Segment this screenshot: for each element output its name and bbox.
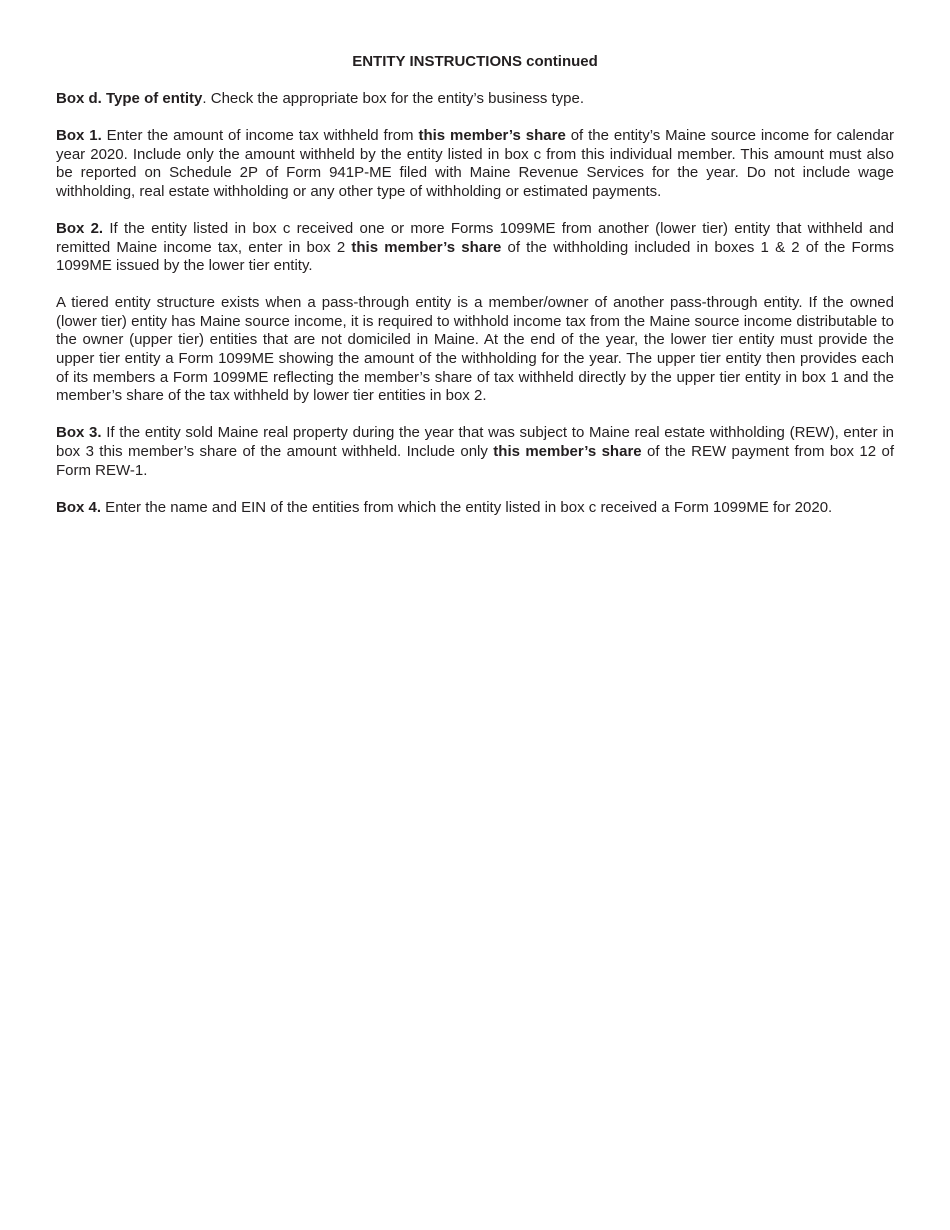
document-page <box>56 52 894 536</box>
box-1-label: Box 1. <box>56 127 102 145</box>
box-2-text-a: If the entity listed in box c received one or more Forms 1099ME from another (lower tier) entity that withheld and remitted Maine income tax, enter in box 2 <box>56 219 895 256</box>
box-4-text: Enter the name and EIN of the entities from which the entity listed in box c received a Form 1099ME for 2020. <box>101 498 833 516</box>
box-3-text-a: If the entity sold Maine real property during the year that was subject to Maine real estate withholding (REW), enter in box 3 this member’s share of the amount withheld. Include only <box>56 424 895 460</box>
tiered-entity-paragraph: A tiered entity structure exists when a pass-through entity is a member/owner of another pass-through entity. If the owned (lower tier) entity has Maine source income, it is required to withhold income tax from the Maine source income distributable to the owner (upper tier) entities that are not domiciled in Maine. At the end of the year, the lower tier entity must provide the upper tier entity a Form 1099ME showing the amount of the withholding for the year. The upper tier entity then provides each of its members a Form 1099ME reflecting the member’s share of tax withheld directly by the upper tier entity in box 1 and the member’s share of the tax withheld by lower tier entities in box 2. <box>56 294 894 405</box>
box-4-paragraph <box>56 499 894 518</box>
box-2-paragraph <box>56 220 894 276</box>
box-1-text-b: of the entity’s Maine source income for calendar year 2020. Include only the amount withheld by the entity listed in box c from this individual member. This amount must also be reported on Schedule 2P of Form 941P-ME filed with Maine Revenue Services for the year. Do not include wage withholding, real estate withholding or any other type of withholding or estimated payments. <box>56 127 895 200</box>
box-2-emphasis: this member’s share <box>351 238 502 256</box>
box-3-paragraph <box>56 424 894 480</box>
box-1-paragraph <box>56 127 894 201</box>
box-3-emphasis: this member’s share <box>493 442 642 460</box>
box-1-text-a: Enter the amount of income tax withheld from <box>101 127 419 145</box>
box-4-label: Box 4. <box>56 498 102 516</box>
box-d-paragraph <box>56 90 894 109</box>
box-2-label: Box 2. <box>56 219 104 237</box>
box-3-text-b: of the REW payment from box 12 of Form REW-1. <box>56 442 894 479</box>
box-3-label: Box 3. <box>56 424 102 442</box>
box-d-label: Box d. Type of entity <box>56 90 203 107</box>
box-d-text: . Check the appropriate box for the entity’s business type. <box>202 90 585 107</box>
page-title: ENTITY INSTRUCTIONS continued <box>352 53 598 70</box>
box-1-emphasis: this member’s share <box>418 127 566 145</box>
box-2-text-b: of the withholding included in boxes 1 & 2 of the Forms 1099ME issued by the lower tier entity. <box>56 238 894 275</box>
